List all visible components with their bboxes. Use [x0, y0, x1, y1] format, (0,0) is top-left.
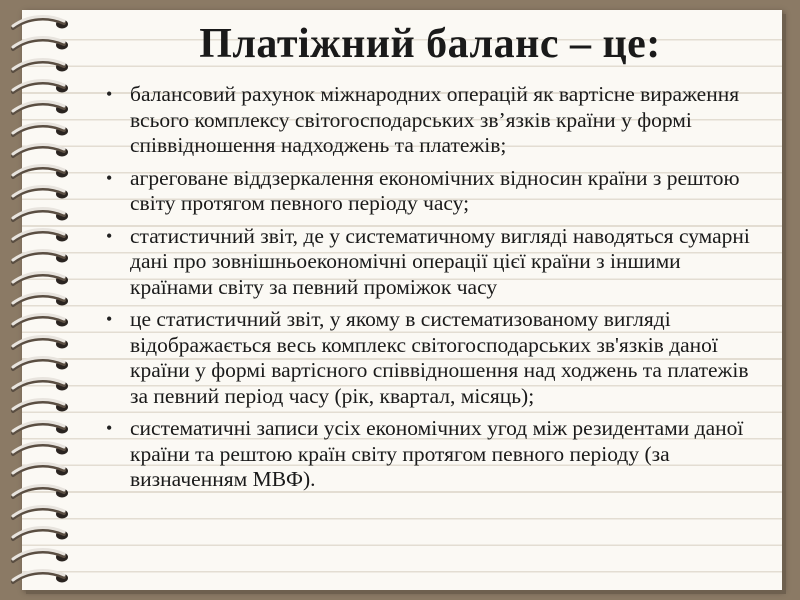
bullet-item — [100, 166, 765, 217]
bullet-text: це статистичний звіт, у якому в систематизованому вигляді відображається весь комплекс світогосподарських зв'язків даної країни у формі вартісного співвідношення над ходжень та платежів за певний період часу (рік, квартал, місяць); — [130, 307, 749, 408]
bullet-text: статистичний звіт, де у систематичному вигляді наводяться сумарні дані про зовнішньоекономічні операції цієї країни з іншими країнами світу за певний проміжок часу — [130, 223, 750, 299]
bullet-item — [100, 82, 765, 159]
bullet-text: систематичні записи усіх економічних угод між резидентами даної країни та рештою країн світу протягом певного періоду (за визначенням МВФ). — [130, 416, 744, 491]
bullet-icon: • — [106, 418, 113, 438]
bullet-list — [100, 82, 765, 500]
bullet-icon: • — [106, 309, 113, 329]
bullet-item — [100, 307, 765, 409]
bullet-item — [100, 416, 765, 493]
slide-title: Платіжний баланс – це: — [199, 21, 661, 67]
bullet-icon: • — [106, 167, 113, 188]
bullet-text: балансовий рахунок міжнародних операцій як вартісне вираження всього комплексу світогосподарських зв’язків країни у формі співвідношення надходжень та платежів; — [130, 82, 740, 157]
bullet-item — [100, 224, 765, 301]
bullet-icon: • — [106, 84, 113, 104]
bullet-icon: • — [106, 225, 113, 246]
bullet-text: агреговане віддзеркалення економічних відносин країни з рештою світу протягом певного періоду часу; — [130, 165, 740, 215]
